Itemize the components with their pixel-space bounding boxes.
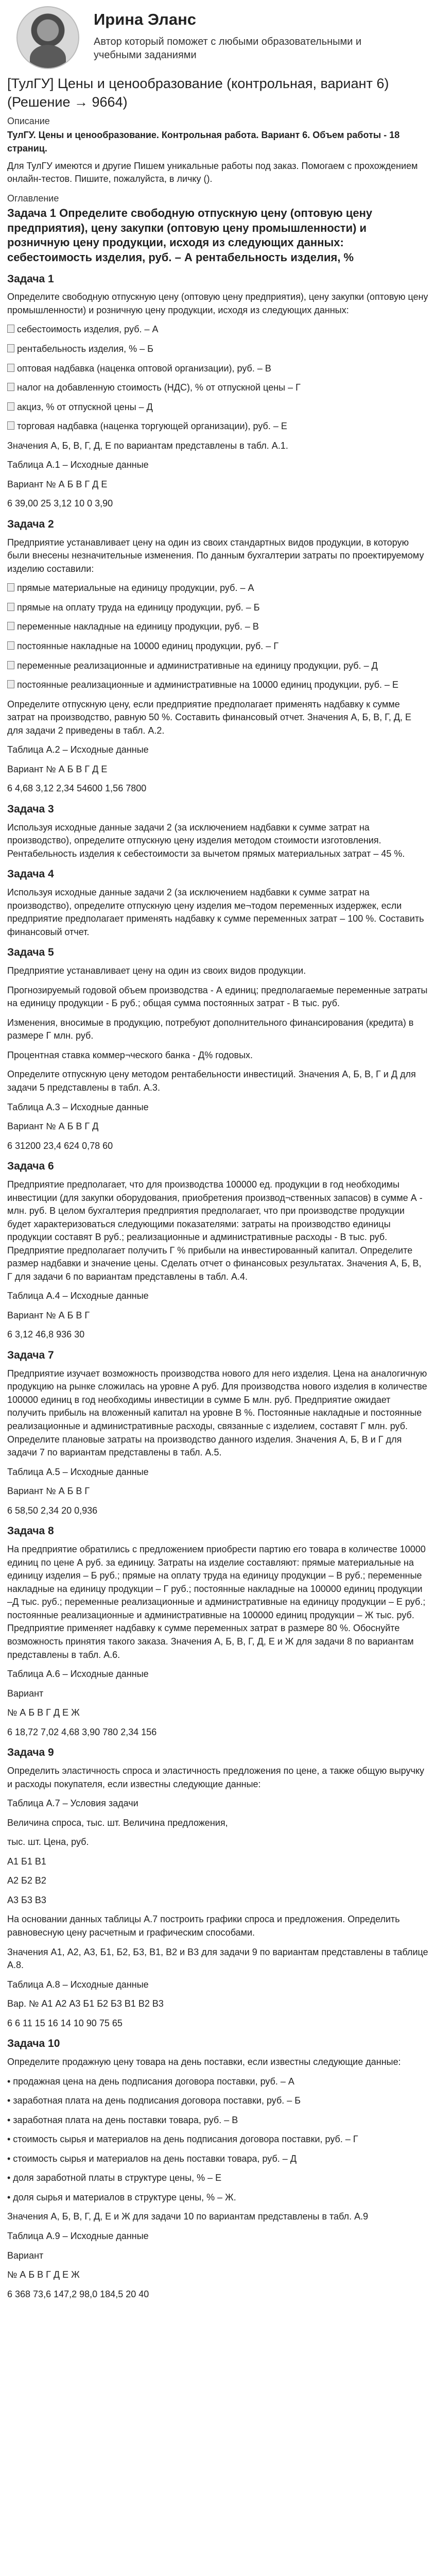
task-paragraph: Таблица А.1 – Исходные данные (7, 460, 149, 470)
task-list-item (7, 620, 429, 634)
task-list-item (7, 381, 429, 395)
task-heading: Задача 7 (7, 1349, 54, 1362)
task-list-item-text: переменные накладные на единицу продукции, руб. – В (17, 621, 259, 632)
bullet-glyph-icon (7, 383, 14, 391)
task-list-item-text: постоянные накладные на 10000 единиц продукции, руб. – Г (17, 641, 279, 651)
task-paragraph: 6 58,50 2,34 20 0,936 (7, 1505, 98, 1516)
task-paragraph: Предприятие устанавливает цену на один из своих стандартных видов продукции, в которую были внесены незначительные изменения. По данным бухгалтерии затраты по проектируемому изделию составили: (7, 537, 424, 574)
task-section (7, 517, 429, 795)
task-paragraph: Используя исходные данные задачи 2 (за исключением надбавки к сумме затрат на производство), определите отпускную цену изделия ме¬тодом переменных издержек, если предприятие предполагает применять надбавку к сумме переменных затрат – 100 %. Составить финансовый отчет. (7, 887, 424, 937)
task-paragraph: Величина спроса, тыс. шт. Величина предложения, (7, 1817, 228, 1828)
page-title: [ТулГУ] Цены и ценообразование (контрольная, вариант 6) (Решение → 9664) (7, 76, 389, 110)
task-list-item-text: переменные реализационные и административные на единицу продукции, руб. – Д (17, 660, 378, 671)
task-paragraph: 6 39,00 25 3,12 10 0 3,90 (7, 498, 113, 509)
task-paragraph: Таблица А.9 – Исходные данные (7, 2230, 149, 2241)
task-paragraph: 6 6 11 15 16 14 10 90 75 65 (7, 2018, 123, 2028)
task-list-item (7, 659, 429, 673)
task-heading: Задача 5 (7, 946, 54, 959)
task-paragraph: А1 Б1 В1 (7, 1856, 46, 1867)
task-list-item (7, 679, 429, 692)
task-list-item-text: рентабельность изделия, % – Б (17, 343, 153, 354)
task-paragraph: № А Б В Г Д Е Ж (7, 2269, 80, 2280)
task-heading: Задача 1 (7, 273, 54, 285)
task-paragraph: Вариант № А Б В Г Д (7, 1121, 99, 1132)
toc-heading: Задача 1 Определите свободную отпускную цену (оптовую цену предприятия), цену закупки (оптовую цену промышленности) и розничную цену продукции, исходя из следующих данных: себестоимость изделия, руб. – А рентабельность изделия, % (7, 207, 373, 264)
task-paragraph: А3 Б3 В3 (7, 1894, 46, 1905)
bullet-glyph-icon (7, 622, 14, 630)
task-list-item-text: себестоимость изделия, руб. – А (17, 324, 159, 335)
task-paragraph: Вар. № А1 А2 А3 Б1 Б2 Б3 В1 В2 В3 (7, 1998, 164, 2009)
author-header (7, 6, 429, 69)
task-paragraph: 6 4,68 3,12 2,34 54600 1,56 7800 (7, 783, 147, 794)
task-paragraph: Таблица А.7 – Условия задачи (7, 1798, 138, 1809)
task-paragraph: тыс. шт. Цена, руб. (7, 1837, 89, 1848)
task-list-item-text: постоянные реализационные и административные на 10000 единиц продукции, руб. – Е (17, 680, 399, 690)
task-paragraph: Используя исходные данные задачи 2 (за исключением надбавки к сумме затрат на производство), определите отпускную цену изделия методом стоимости изготовления. Рентабельность изделия к себестоимости за вычетом прямых материальных затрат – 45 %. (7, 822, 405, 859)
bullet-glyph-icon (7, 402, 14, 411)
description-bold: ТулГУ. Цены и ценообразование. Контрольная работа. Вариант 6. Объем работы - 18 страниц. (7, 130, 400, 154)
task-paragraph: Предприятие изучает возможность производства нового для него изделия. Цена на аналогичную продукцию на рынке сложилась на уровне А руб. Для производства нового изделия в количестве 100000 единиц в год необходимы инвестиции в сумме Б млн. руб. Предприятие ожидает получить прибыль на вложенный капитал на уровне В %. Постоянные накладные и постоянные реализационные и административные расходы, связанные с изделием, составят Г млн. руб. Определите плановые затраты на производство данного изделия. Значения А, Б, В и Г для задачи 7 по вариантам представлены в табл. А.5. (7, 1368, 427, 1458)
task-paragraph: Вариант № А Б В Г (7, 1486, 90, 1497)
task-paragraph: • стоимость сырья и материалов на день подписания договора поставки, руб. – Г (7, 2134, 358, 2145)
task-section (7, 1523, 429, 1739)
task-list-item (7, 401, 429, 414)
task-paragraph: Определите продажную цену товара на день поставки, если известны следующие данные: (7, 2057, 401, 2067)
bullet-glyph-icon (7, 421, 14, 430)
bullet-glyph-icon (7, 641, 14, 650)
task-list-item (7, 601, 429, 615)
task-paragraph: Вариант № А Б В Г (7, 1310, 90, 1320)
task-paragraph: Таблица А.5 – Исходные данные (7, 1466, 149, 1477)
task-paragraph: Определите отпускную цену методом рентабельности инвестиций. Значения А, Б, В, Г и Д для задачи 5 представлены в табл. А.3. (7, 1069, 416, 1093)
task-paragraph: А2 Б2 В2 (7, 1875, 46, 1886)
task-paragraph: Предприятие устанавливает цену на один из своих видов продукции. (7, 965, 306, 976)
task-section (7, 945, 429, 1153)
task-paragraph: Значения А, Б, В, Г, Д, Е и Ж для задачи 10 по вариантам представлены в табл. А.9 (7, 2211, 369, 2222)
task-paragraph: Изменения, вносимые в продукцию, потребуют дополнительного финансирования (кредита) в размере Г млн. руб. (7, 1017, 414, 1041)
task-heading: Задача 8 (7, 1525, 54, 1537)
task-section (7, 802, 429, 860)
task-paragraph: 6 31200 23,4 624 0,78 60 (7, 1140, 113, 1151)
task-heading: Задача 9 (7, 1747, 54, 1759)
task-list-item-text: прямые материальные на единицу продукции, руб. – А (17, 583, 254, 594)
bullet-glyph-icon (7, 583, 14, 591)
task-heading: Задача 10 (7, 2038, 60, 2050)
task-section (7, 1745, 429, 2030)
description-text: Для ТулГУ имеются и другие Пишем уникальные работы под заказ. Помогаем с прохождением онлайн-тестов. Пишите, пожалуйста, в личку (). (7, 160, 418, 184)
bullet-glyph-icon (7, 680, 14, 688)
task-paragraph: Таблица А.2 – Исходные данные (7, 744, 149, 755)
task-list-item (7, 362, 429, 376)
task-paragraph: • доля сырья и материалов в структуре цены, % – Ж. (7, 2192, 236, 2202)
task-list-item (7, 323, 429, 336)
task-list-item-text: оптовая надбавка (наценка оптовой организации), руб. – В (17, 363, 271, 374)
author-info (94, 6, 382, 62)
task-list-item-text: акциз, % от отпускной цены – Д (17, 401, 153, 412)
task-list-item (7, 343, 429, 356)
author-name[interactable]: Ирина Эланс (94, 10, 197, 28)
description-label: Описание (7, 115, 50, 126)
task-paragraph: № А Б В Г Д Е Ж (7, 1707, 80, 1718)
avatar[interactable] (16, 6, 79, 69)
task-paragraph: На предприятие обратились с предложением приобрести партию его товара в количестве 10000 единиц по цене А руб. за единицу. Затраты на изделие составляют: прямые материальные на единицу изделия – Б руб.; прямые на оплату труда на единицу продукции – В руб.; переменные накладные на единицу продукции – Г руб.; постоянные накладные на 100000 единиц продукции –Д тыс. руб.; переменные реализационные и административные на единицу продукции – Е руб.; постоянные реализационные и административные на 100000 единиц продукции – Ж тыс. руб. Предприятие применяет надбавку к сумме переменных затрат в размере 80 %. Обоснуйте возможность принятия такого заказа. Значения А, Б, В, Г, Д, Е и Ж для задачи 8 по вариантам представлены в табл. А.6. (7, 1544, 426, 1660)
task-list-item (7, 420, 429, 433)
task-paragraph: • заработная плата на день подписания договора поставки, руб. – Б (7, 2095, 301, 2106)
tasks-container (7, 272, 429, 2301)
task-paragraph: Прогнозируемый годовой объем производства - А единиц; предполагаемые переменные затраты на единицу продукции - Б руб.; общая сумма постоянных затрат - В тыс. руб. (7, 985, 428, 1009)
task-section (7, 867, 429, 939)
task-paragraph: • стоимость сырья и материалов на день поставки товара, руб. – Д (7, 2153, 297, 2164)
bullet-glyph-icon (7, 325, 14, 333)
bullet-glyph-icon (7, 603, 14, 611)
bullet-glyph-icon (7, 344, 14, 352)
task-paragraph: Таблица А.6 – Исходные данные (7, 1669, 149, 1680)
task-section (7, 2036, 429, 2301)
task-paragraph: Вариант № А Б В Г Д Е (7, 764, 108, 774)
bullet-glyph-icon (7, 364, 14, 372)
task-heading: Задача 2 (7, 518, 54, 530)
task-paragraph: Определите отпускную цену, если предприятие предполагает применять надбавку к сумме затрат на производство, равную 50 %. Составить финансовый отчет. Значения А, Б, В, Г, Д, Е для задачи 2 приведены в табл. А.2. (7, 699, 412, 736)
task-paragraph: Вариант (7, 1688, 44, 1699)
task-paragraph: • заработная плата на день поставки товара, руб. – В (7, 2114, 238, 2125)
task-list-item-text: прямые на оплату труда на единицу продукции, руб. – Б (17, 602, 260, 613)
task-paragraph: • продажная цена на день подписания договора поставки, руб. – А (7, 2076, 294, 2087)
task-paragraph: Предприятие предполагает, что для производства 100000 ед. продукции в год необходимы инвестиции (для закупки оборудования, приобретения производ¬ственных запасов) в сумме А - млн. руб. В целом бухгалтерия предприятия предполагает, что при производстве продукции будет характеризоваться следующими показателями: затраты на производство единицы продукции составят В руб.; реализационные и административные расходы - В тыс. руб. Предприятие предполагает получить Г % прибыли на инвестированный капитал. Определите размер надбавки и значение цены. Сделать отчет о финансовых результатах. Значения А, Б, В, Г для задачи 6 по вариантам представлены в табл. А.4. (7, 1179, 423, 1282)
task-paragraph: На основании данных таблицы А.7 построить графики спроса и предложения. Определить равновесную цену расчетным и графическим способами. (7, 1914, 400, 1938)
task-paragraph: 6 3,12 46,8 936 30 (7, 1329, 85, 1340)
task-paragraph: Определить эластичность спроса и эластичность предложения по цене, а также общую выручку и расходы покупателя, если известны следующие данные: (7, 1766, 425, 1789)
task-paragraph: Вариант № А Б В Г Д Е (7, 479, 108, 489)
task-paragraph: Значения А, Б, В, Г, Д, Е по вариантам представлены в табл. А.1. (7, 440, 288, 451)
task-paragraph: Значения А1, А2, А3, Б1, Б2, Б3, В1, В2 и В3 для задачи 9 по вариантам представлены в таблице А.8. (7, 1946, 428, 1971)
task-section (7, 1159, 429, 1342)
task-heading: Задача 6 (7, 1160, 54, 1173)
task-paragraph: 6 18,72 7,02 4,68 3,90 780 2,34 156 (7, 1726, 157, 1737)
task-heading: Задача 4 (7, 868, 54, 880)
task-paragraph: Вариант (7, 2250, 44, 2261)
task-paragraph: Таблица А.3 – Исходные данные (7, 1101, 149, 1112)
task-list-item-text: налог на добавленную стоимость (НДС), % от отпускной цены – Г (17, 382, 301, 393)
task-paragraph: Определите свободную отпускную цену (оптовую цену предприятия), цену закупки (оптовую цену промышленности) и розничную цену продукции, исходя из следующих данных: (7, 292, 428, 315)
author-description: Автор который поможет с любыми образовательными и учебными заданиями (94, 36, 362, 61)
task-list-item-text: торговая надбавка (наценка торгующей организации), руб. – Е (17, 421, 287, 432)
task-section (7, 272, 429, 511)
task-list-item (7, 582, 429, 595)
bullet-glyph-icon (7, 661, 14, 669)
task-paragraph: 6 368 73,6 147,2 98,0 184,5 20 40 (7, 2289, 149, 2299)
task-paragraph: Процентная ставка коммер¬ческого банка - Д% годовых. (7, 1049, 253, 1060)
task-section (7, 1348, 429, 1517)
task-paragraph: Таблица А.4 – Исходные данные (7, 1291, 149, 1301)
task-heading: Задача 3 (7, 803, 54, 815)
task-paragraph: Таблица А.8 – Исходные данные (7, 1979, 149, 1990)
task-paragraph: • доля заработной платы в структуре цены, % – Е (7, 2173, 222, 2183)
toc-label: Оглавление (7, 193, 59, 204)
task-list-item (7, 640, 429, 653)
